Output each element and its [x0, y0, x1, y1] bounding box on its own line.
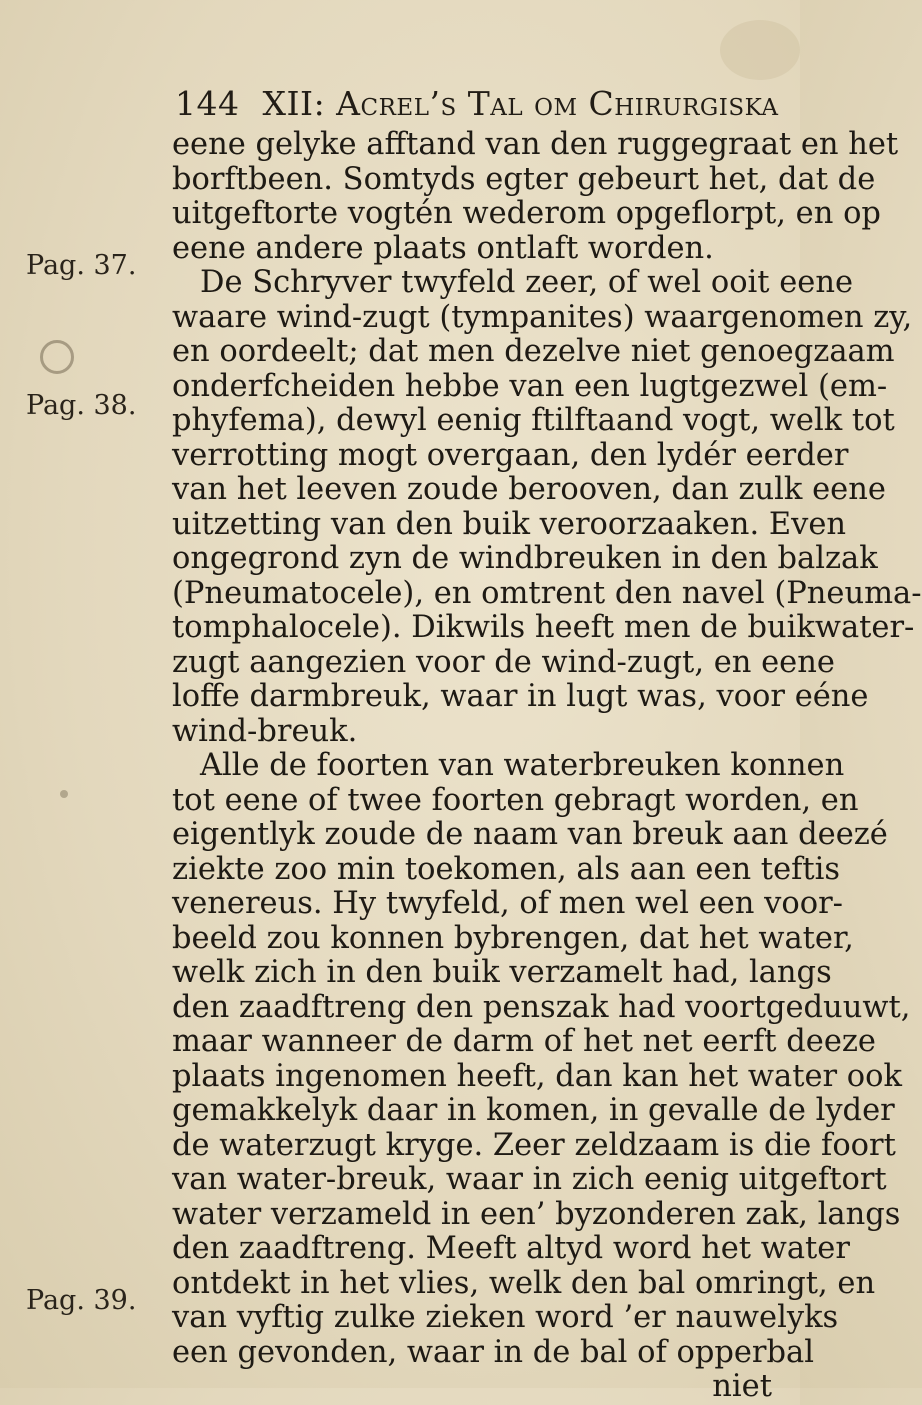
text-line: van het leeven zoude berooven, dan zulk eene — [172, 472, 886, 507]
text-line: uitgeftorte vogtén wederom opgeflorpt, en op — [172, 196, 881, 231]
text-line: loffe darmbreuk, waar in lugt was, voor eéne — [172, 679, 869, 714]
text-line: Alle de foorten van waterbreuken konnen — [200, 748, 845, 783]
text-line: water verzameld in een’ byzonderen zak, langs — [172, 1196, 901, 1232]
text-line: waare wind-zugt (tympanites) waargenomen zy, — [172, 299, 913, 335]
text-line: eene gelyke afftand van den ruggegraat en het — [172, 127, 899, 162]
text-line: onderfcheiden hebbe van een lugtgezwel (em- — [172, 368, 888, 404]
text-line: den zaadftreng. Meeft altyd word het water — [172, 1231, 850, 1266]
text-line: phyfema), dewyl eenig ftilftaand vogt, welk tot — [172, 403, 895, 438]
text-line: gemakkelyk daar in komen, in gevalle de lyder — [172, 1093, 895, 1128]
paper-stain — [720, 20, 800, 80]
body-text — [172, 127, 922, 1405]
text-line: venereus. Hy twyfeld, of men wel een voor- — [172, 886, 843, 921]
text-line: ontdekt in het vlies, welk den bal omringt, en — [172, 1265, 876, 1301]
text-line: De Schryver twyfeld zeer, of wel ooit eene — [200, 265, 854, 300]
page-number: 144 — [175, 84, 240, 123]
text-line: en oordeelt; dat men dezelve niet genoegzaam — [172, 334, 895, 369]
text-line: maar wanneer de darm of het net eerft deeze — [172, 1024, 876, 1059]
paper-stain — [60, 790, 68, 798]
text-line: uitzetting van den buik veroorzaaken. Even — [172, 506, 847, 542]
running-head — [175, 84, 779, 123]
text-line: de waterzugt kryge. Zeer zeldzaam is die foort — [172, 1127, 896, 1163]
text-line: tomphalocele). Dikwils heeft men de buikwater- — [172, 610, 915, 645]
text-line: ongegrond zyn de windbreuken in den balzak — [172, 541, 878, 576]
text-line: plaats ingenomen heeft, dan kan het water ook — [172, 1058, 902, 1094]
text-line: van water-breuk, waar in zich eenig uitgeftort — [172, 1162, 887, 1197]
margin-note-pag-37: Pag. 37. — [26, 250, 137, 281]
text-line: zugt aangezien voor de wind-zugt, en eene — [172, 644, 835, 680]
paper-stain — [40, 340, 74, 374]
text-line: (Pneumatocele), en omtrent den navel (Pneuma- — [172, 575, 922, 611]
text-line: ziekte zoo min toekomen, als aan een teftis — [172, 851, 841, 887]
text-line: eigentlyk zoude de naam van breuk aan deezé — [172, 817, 888, 852]
text-line: den zaadftreng den penszak had voortgeduuwt, — [172, 989, 911, 1025]
running-title: XII: Acrel’s Tal om Chirurgiska — [262, 84, 779, 123]
text-line: borftbeen. Somtyds egter gebeurt het, dat de — [172, 161, 876, 197]
text-line: een gevonden, waar in de bal of opperbal — [172, 1334, 814, 1370]
margin-note-pag-39: Pag. 39. — [26, 1285, 137, 1316]
text-line: wind-breuk. — [172, 713, 358, 749]
text-line: verrotting mogt overgaan, den lydér eerder — [172, 437, 849, 473]
margin-note-pag-38: Pag. 38. — [26, 390, 137, 421]
catchword: niet — [712, 1369, 772, 1404]
text-line: eene andere plaats ontlaft worden. — [172, 230, 714, 266]
text-line: beeld zou konnen bybrengen, dat het water, — [172, 920, 854, 956]
text-line: van vyftig zulke zieken word ’er nauwelyks — [172, 1300, 839, 1335]
text-line: welk zich in den buik verzamelt had, langs — [172, 955, 832, 990]
text-line: tot eene of twee foorten gebragt worden, en — [172, 782, 859, 818]
